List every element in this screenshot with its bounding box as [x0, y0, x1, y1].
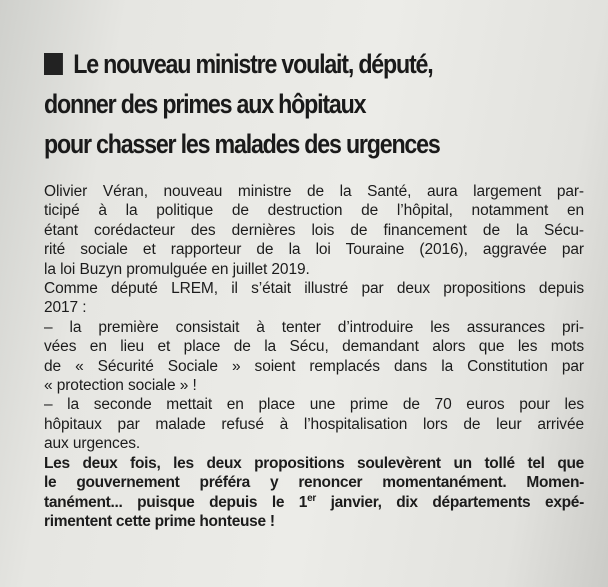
bold-text-fragment: tanément... puisque depuis le 1: [44, 493, 308, 511]
bold-text-fragment: janvier, dix départements expé-: [315, 493, 584, 511]
headline-line-2: donner des primes aux hôpitaux: [44, 89, 366, 119]
body-line: – la seconde mettait en place une prime de 70 euros pour les: [44, 396, 584, 414]
body-line: « protection sociale » !: [44, 377, 197, 395]
body-line: rité sociale et rapporteur de la loi Touraine (2016), aggravée par: [44, 241, 584, 259]
headline-line-3: pour chasser les malades des urgences: [44, 129, 440, 159]
body-line: – la première consistait à tenter d’introduire les assurances pri-: [44, 318, 584, 336]
body-line: 2017 :: [44, 299, 87, 317]
body-line: ticipé à la politique de destruction de l’hôpital, notamment en: [44, 202, 584, 220]
body-line: vées en lieu et place de la Sécu, demandant alors que les mots: [44, 338, 584, 356]
bold-body-line: rimentent cette prime honteuse !: [44, 512, 275, 530]
body-line: Olivier Véran, nouveau ministre de la Santé, aura largement par-: [44, 183, 584, 200]
body-line: étant corédacteur des dernières lois de financement de la Sécu-: [44, 221, 584, 239]
black-square-icon: [44, 53, 63, 75]
headline-line-1: [44, 44, 508, 84]
article-headline: [44, 44, 508, 164]
headline-text-1: Le nouveau ministre voulait, député,: [73, 49, 433, 79]
body-line: Comme député LREM, il s’était illustré par deux propositions depuis: [44, 280, 584, 298]
bold-body-line: Les deux fois, les deux propositions soulevèrent un tollé tel que: [44, 454, 584, 472]
bold-body-line: le gouvernement préféra y renoncer momentanément. Momen-: [44, 474, 584, 492]
bold-body-line: [44, 493, 584, 512]
body-line: de « Sécurité Sociale » soient remplacés dans la Constitution par: [44, 357, 584, 375]
body-line: la loi Buzyn promulguée en juillet 2019.: [44, 260, 310, 278]
body-line: aux urgences.: [44, 435, 141, 453]
ordinal-superscript: er: [307, 492, 316, 504]
article-body: [44, 182, 584, 531]
body-line: hôpitaux par malade refusé à l’hospitalisation lors de leur arrivée: [44, 415, 584, 433]
